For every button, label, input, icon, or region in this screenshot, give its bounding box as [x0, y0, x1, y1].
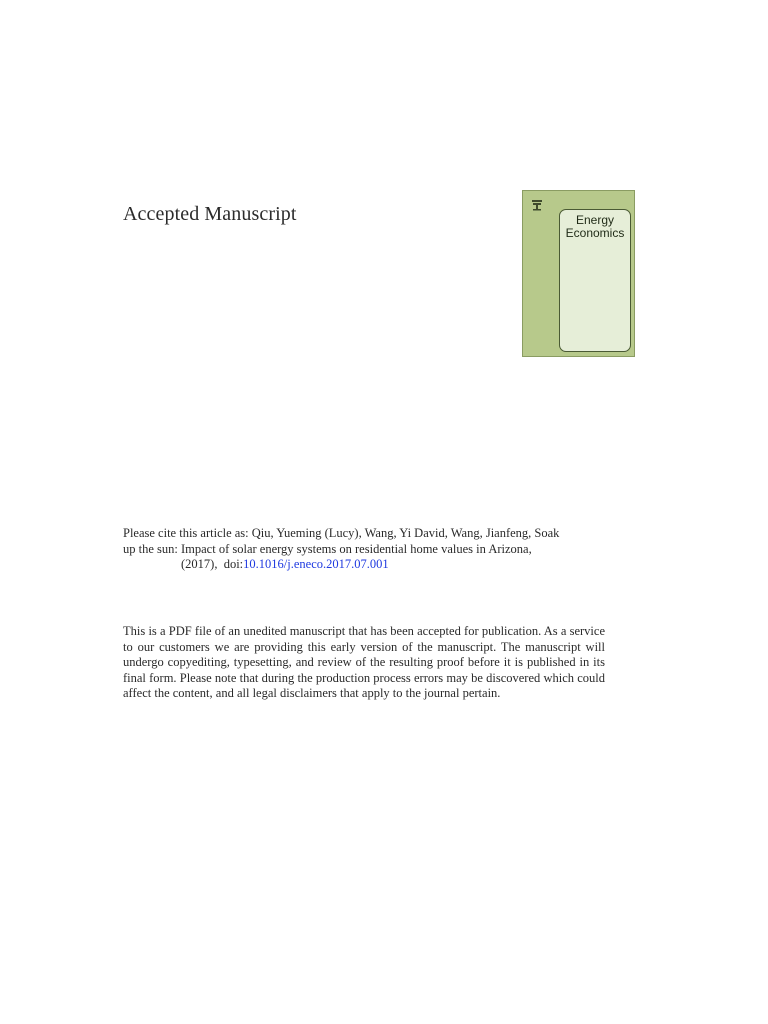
- citation-block: [123, 526, 605, 573]
- doi-link[interactable]: 10.1016/j.eneco.2017.07.001: [243, 557, 389, 571]
- citation-year: (2017),: [181, 557, 218, 571]
- page-title: Accepted Manuscript: [123, 203, 297, 225]
- cover-title-line2: Economics: [565, 226, 625, 240]
- citation-line3: [123, 557, 605, 573]
- citation-line1: Please cite this article as: Qiu, Yueming (Lucy), Wang, Yi David, Wang, Jianfeng, Soak: [123, 526, 560, 540]
- journal-cover: [522, 190, 635, 357]
- manuscript-notice: This is a PDF file of an unedited manuscript that has been accepted for publication. As a service to our customers we are providing this early version of the manuscript. The manuscript will undergo copyediting, typesetting, and review of the resulting proof before it is published in its final form. Please note that during the production process errors may be discovered which could affect the content, and all legal disclaimers that apply to the journal pertain.: [123, 624, 605, 700]
- cover-title-line1: Energy: [575, 213, 615, 227]
- citation-line2: up the sun: Impact of solar energy systems on residential home values in Arizona,: [123, 541, 532, 556]
- elsevier-tree-icon: [531, 199, 543, 211]
- cover-panel: [559, 209, 631, 352]
- citation-doi-prefix: doi:: [223, 557, 244, 571]
